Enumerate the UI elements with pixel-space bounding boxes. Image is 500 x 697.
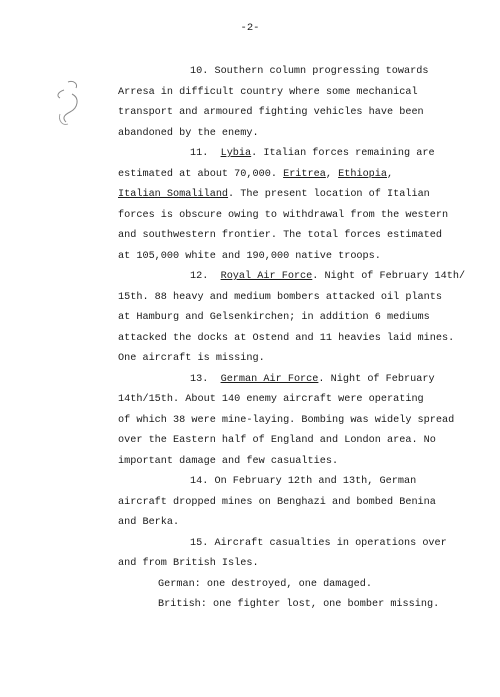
paragraph-15 bbox=[118, 534, 463, 616]
text-line: German: one destroyed, one damaged. bbox=[158, 578, 372, 590]
text-line: abandoned by the enemy. bbox=[118, 127, 259, 139]
text-line bbox=[118, 370, 463, 391]
section-heading: German Air Force bbox=[220, 373, 319, 385]
paragraph-13 bbox=[118, 370, 463, 473]
text-line: One aircraft is missing. bbox=[118, 353, 265, 364]
text-line: important damage and few casualties. bbox=[118, 455, 339, 467]
text-fragment: , bbox=[325, 168, 339, 180]
text-line: 15. Aircraft casualties in operations over bbox=[190, 537, 447, 549]
paragraph-11 bbox=[118, 144, 463, 267]
text-line: of which 38 were mine-laying. Bombing was widely spread bbox=[118, 414, 455, 426]
text-line: forces is obscure owing to withdrawal from the western bbox=[118, 209, 449, 221]
text-line bbox=[118, 267, 466, 288]
section-heading: Lybia bbox=[220, 148, 252, 159]
place-name: Eritrea bbox=[283, 168, 326, 180]
text-line: British: one fighter lost, one bomber missing. bbox=[158, 599, 440, 610]
handwritten-mark-icon bbox=[54, 78, 84, 138]
text-line: 14. On February 12th and 13th, German bbox=[190, 476, 417, 487]
place-name: Italian Somaliland bbox=[118, 189, 229, 200]
text-line: and southwestern frontier. The total forces estimated bbox=[118, 230, 443, 241]
page-number: -2- bbox=[240, 22, 260, 34]
document-body bbox=[118, 62, 466, 616]
text-fragment: . The present location of Italian bbox=[228, 189, 430, 200]
text-line: at Hamburg and Gelsenkirchen; in addition 6 mediums bbox=[118, 312, 430, 323]
text-line: Arresa in difficult country where some mechanical bbox=[118, 86, 418, 98]
text-line: over the Eastern half of England and London area. No bbox=[118, 435, 436, 446]
text-line bbox=[118, 165, 463, 186]
text-line: 14th/15th. About 140 enemy aircraft were operating bbox=[118, 394, 424, 405]
paragraph-10 bbox=[118, 62, 463, 144]
text-line: and Berka. bbox=[118, 517, 180, 528]
paragraph-number: 13. bbox=[190, 373, 209, 385]
text-line: 10. Southern column progressing towards bbox=[190, 66, 429, 77]
text-fragment: estimated at about 70,000. bbox=[118, 168, 284, 180]
text-fragment: . Italian forces remaining are bbox=[251, 148, 435, 159]
text-line: aircraft dropped mines on Benghazi and bombed Benina bbox=[118, 496, 436, 508]
text-line: and from British Isles. bbox=[118, 558, 259, 569]
paragraph-number: 11. bbox=[190, 148, 209, 159]
paragraph-number: 12. bbox=[190, 271, 209, 282]
paragraph-12 bbox=[118, 267, 466, 370]
text-line: transport and armoured fighting vehicles have been bbox=[118, 107, 424, 118]
text-fragment: , bbox=[387, 168, 394, 180]
text-fragment: . Night of February 14th/ bbox=[312, 271, 466, 282]
text-line: 15th. 88 heavy and medium bombers attacked oil plants bbox=[118, 291, 443, 303]
place-name: Ethiopia bbox=[338, 168, 388, 180]
text-line bbox=[118, 144, 463, 165]
text-line: attacked the docks at Ostend and 11 heavies laid mines. bbox=[118, 332, 455, 344]
text-line: at 105,000 white and 190,000 native troops. bbox=[118, 250, 381, 262]
text-line bbox=[118, 185, 463, 206]
text-fragment: . Night of February bbox=[318, 373, 435, 385]
section-heading: Royal Air Force bbox=[220, 271, 313, 282]
paragraph-14 bbox=[118, 472, 463, 534]
